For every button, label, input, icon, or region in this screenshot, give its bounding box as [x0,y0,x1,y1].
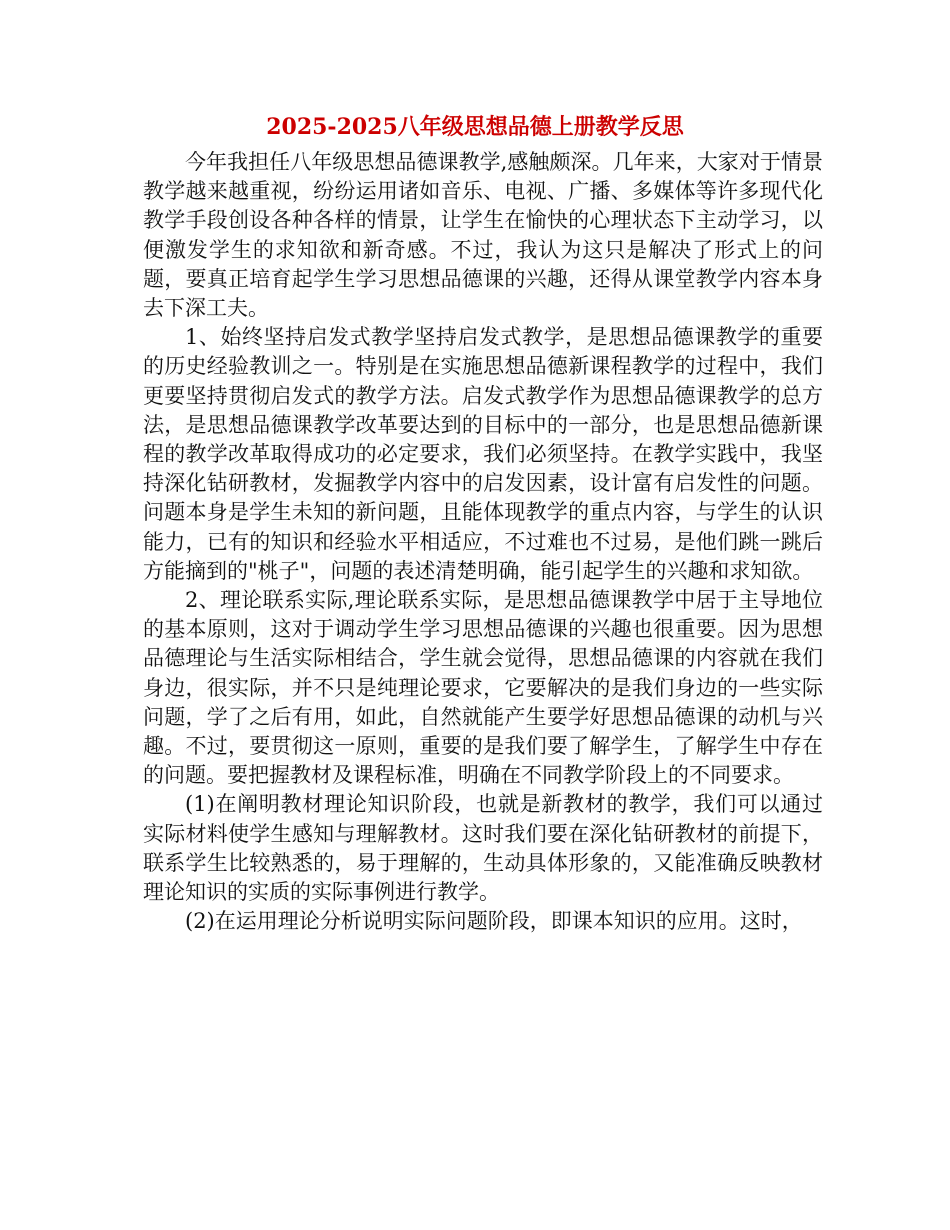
paragraph-point-1: (1)在阐明教材理论知识阶段，也就是新教材的教学，我们可以通过实际材料使学生感知与理解教材。这时我们要在深化钻研教材的前提下，联系学生比较熟悉的，易于理解的，生动具体形象的，又能准确反映教材理论知识的实质的实际事例进行教学。 [143,792,823,905]
paragraph-point-2: (2)在运用理论分析说明实际问题阶段，即课本知识的应用。这时， [185,909,803,934]
paragraph-intro: 今年我担任八年级思想品德课教学,感触颇深。几年来，大家对于情景教学越来越重视，纷纷运用诸如音乐、电视、广播、多媒体等许多现代化教学手段创设各种各样的情景，让学生在愉快的心理状态下主动学习，以便激发学生的求知欲和新奇感。不过，我认为这只是解决了形式上的问题，要真正培育起学生学习思想品德课的兴趣，还得从课堂教学内容本身去下深工夫。 [143,150,823,321]
document-title: 2025-2025八年级思想品德上册教学反思 [266,114,684,140]
paragraph-heuristic-teaching: 1、始终坚持启发式教学坚持启发式教学，是思想品德课教学的重要的历史经验教训之一。特别是在实施思想品德新课程教学的过程中，我们更要坚持贯彻启发式的教学方法。启发式教学作为思想品德课教学的总方法，是思想品德课教学改革要达到的目标中的一部分，也是思想品德新课程的教学改革取得成功的必定要求，我们必须坚持。在教学实践中，我坚持深化钻研教材，发掘教学内容中的启发因素，设计富有启发性的问题。问题本身是学生未知的新问题，且能体现教学的重点内容，与学生的认识能力，已有的知识和经验水平相适应，不过难也不过易，是他们跳一跳后方能摘到的"桃子"，问题的表述清楚明确，能引起学生的兴趣和求知欲。 [143,325,823,583]
document-body [143,148,823,936]
paragraph-theory-practice: 2、理论联系实际,理论联系实际，是思想品德课教学中居于主导地位的基本原则，这对于调动学生学习思想品德课的兴趣也很重要。因为思想品德理论与生活实际相结合，学生就会觉得，思想品德课的内容就在我们身边，很实际，并不只是纯理论要求，它要解决的是我们身边的一些实际问题，学了之后有用，如此，自然就能产生要学好思想品德课的动机与兴趣。不过，要贯彻这一原则，重要的是我们要了解学生，了解学生中存在的问题。要把握教材及课程标准，明确在不同教学阶段上的不同要求。 [143,588,823,788]
